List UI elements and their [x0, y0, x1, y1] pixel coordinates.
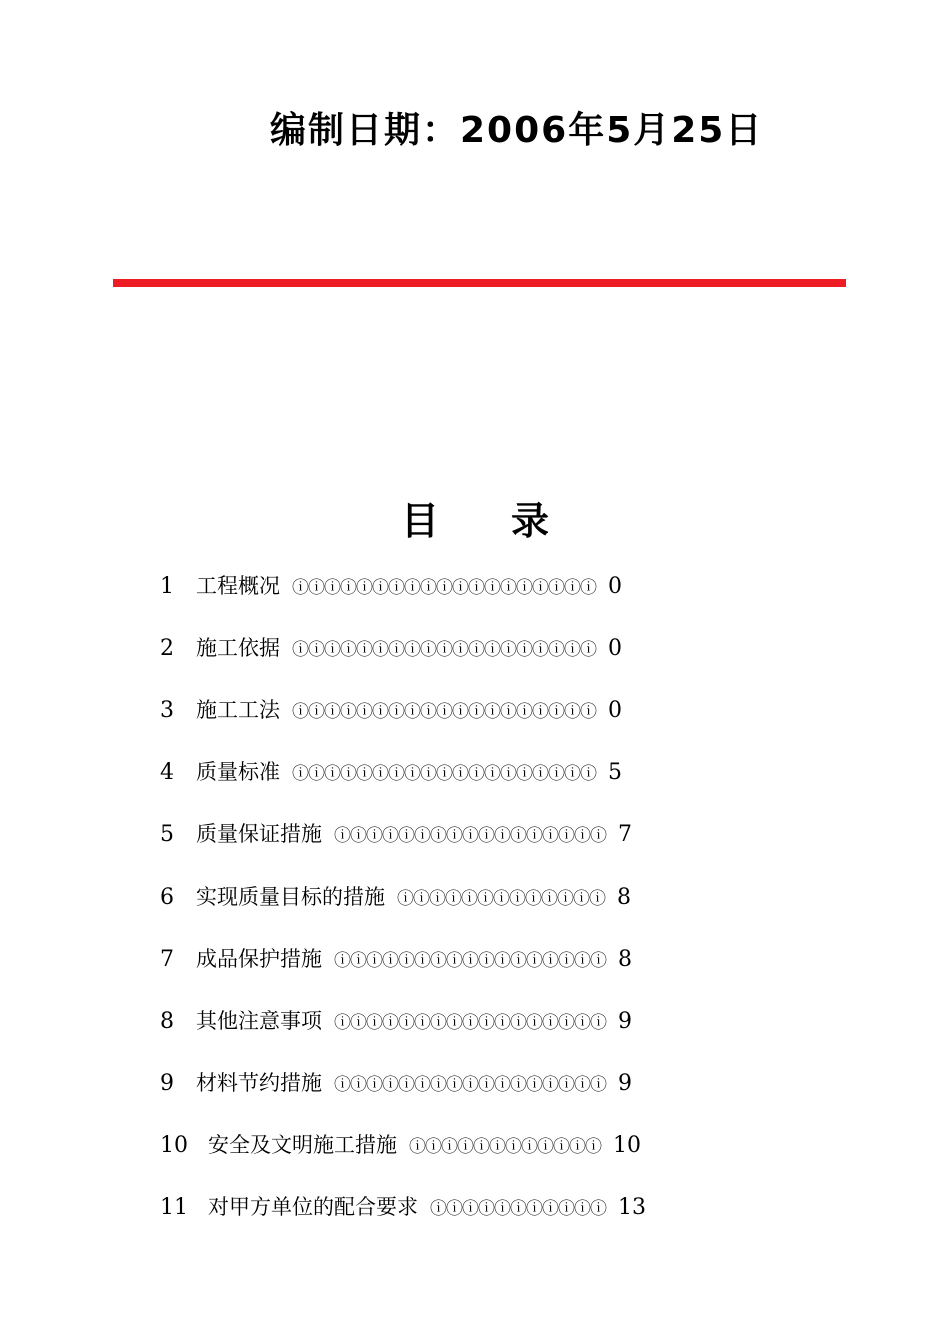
- toc-item[interactable]: [160, 1001, 632, 1041]
- toc-item-leader: ⓘⓘⓘⓘⓘⓘⓘⓘⓘⓘⓘⓘ: [409, 1137, 601, 1157]
- toc-item-page: 8: [617, 885, 631, 910]
- toc-item[interactable]: [160, 690, 622, 730]
- toc-title: [0, 490, 950, 545]
- toc-item-leader: ⓘⓘⓘⓘⓘⓘⓘⓘⓘⓘⓘⓘⓘⓘⓘⓘⓘ: [334, 826, 606, 846]
- toc-item-label: 其他注意事项: [196, 1009, 322, 1033]
- toc-item[interactable]: [160, 877, 631, 917]
- toc-item-page: 10: [613, 1133, 641, 1158]
- toc-item-number: 11: [160, 1195, 188, 1220]
- toc-item[interactable]: [160, 814, 632, 854]
- toc-item-page: 8: [618, 947, 632, 972]
- toc-item-label: 质量保证措施: [196, 822, 322, 846]
- toc-item-label: 成品保护措施: [196, 947, 322, 971]
- toc-item-number: 8: [160, 1009, 174, 1034]
- toc-item-leader: ⓘⓘⓘⓘⓘⓘⓘⓘⓘⓘⓘⓘⓘⓘⓘⓘⓘ: [334, 1013, 606, 1033]
- red-divider: [113, 279, 846, 287]
- toc-item-leader: ⓘⓘⓘⓘⓘⓘⓘⓘⓘⓘⓘⓘⓘⓘⓘⓘⓘ: [334, 951, 606, 971]
- toc-item-label: 施工工法: [196, 698, 280, 722]
- toc-item-page: 9: [618, 1071, 632, 1096]
- toc-item-page: 0: [608, 698, 622, 723]
- toc-item-page: 7: [618, 822, 632, 847]
- toc-item-label: 安全及文明施工措施: [208, 1133, 397, 1157]
- toc-item-label: 质量标准: [196, 760, 280, 784]
- toc-item-page: 9: [618, 1009, 632, 1034]
- toc-item-page: 0: [608, 636, 622, 661]
- toc-item[interactable]: [160, 1125, 641, 1165]
- toc-item[interactable]: [160, 1063, 632, 1103]
- toc-item[interactable]: [160, 1187, 646, 1227]
- toc-item-number: 6: [160, 885, 174, 910]
- toc-item[interactable]: [160, 939, 632, 979]
- toc-item[interactable]: [160, 628, 622, 668]
- toc-item-number: 10: [160, 1133, 188, 1158]
- toc-item-label: 对甲方单位的配合要求: [208, 1195, 418, 1219]
- toc-item-page: 0: [608, 574, 622, 599]
- toc-item-number: 7: [160, 947, 174, 972]
- toc-item[interactable]: [160, 752, 622, 792]
- toc-item-number: 4: [160, 760, 174, 785]
- toc-item-leader: ⓘⓘⓘⓘⓘⓘⓘⓘⓘⓘⓘⓘⓘⓘⓘⓘⓘ: [334, 1075, 606, 1095]
- toc-item-leader: ⓘⓘⓘⓘⓘⓘⓘⓘⓘⓘⓘⓘⓘⓘⓘⓘⓘⓘⓘ: [292, 640, 596, 660]
- toc-item-label: 材料节约措施: [196, 1071, 322, 1095]
- toc-item-leader: ⓘⓘⓘⓘⓘⓘⓘⓘⓘⓘⓘⓘⓘ: [397, 889, 605, 909]
- toc-item-page: 5: [608, 760, 622, 785]
- toc-item-label: 施工依据: [196, 636, 280, 660]
- toc-title-left: 目: [400, 499, 439, 543]
- toc-item-leader: ⓘⓘⓘⓘⓘⓘⓘⓘⓘⓘⓘⓘⓘⓘⓘⓘⓘⓘⓘ: [292, 702, 596, 722]
- toc-item-number: 5: [160, 822, 174, 847]
- toc-item-leader: ⓘⓘⓘⓘⓘⓘⓘⓘⓘⓘⓘⓘⓘⓘⓘⓘⓘⓘⓘ: [292, 764, 596, 784]
- toc-item-leader: ⓘⓘⓘⓘⓘⓘⓘⓘⓘⓘⓘ: [430, 1199, 606, 1219]
- toc-item-page: 13: [618, 1195, 646, 1220]
- toc-item-label: 实现质量目标的措施: [196, 885, 385, 909]
- toc-item-leader: ⓘⓘⓘⓘⓘⓘⓘⓘⓘⓘⓘⓘⓘⓘⓘⓘⓘⓘⓘ: [292, 578, 596, 598]
- toc-title-right: 录: [511, 499, 550, 543]
- toc-item-number: 2: [160, 636, 174, 661]
- compile-date: 编制日期：2006年5月25日: [270, 110, 764, 151]
- toc-item-label: 工程概况: [196, 574, 280, 598]
- toc-item-number: 9: [160, 1071, 174, 1096]
- toc-item[interactable]: [160, 566, 622, 606]
- toc-item-number: 1: [160, 574, 174, 599]
- toc-item-number: 3: [160, 698, 174, 723]
